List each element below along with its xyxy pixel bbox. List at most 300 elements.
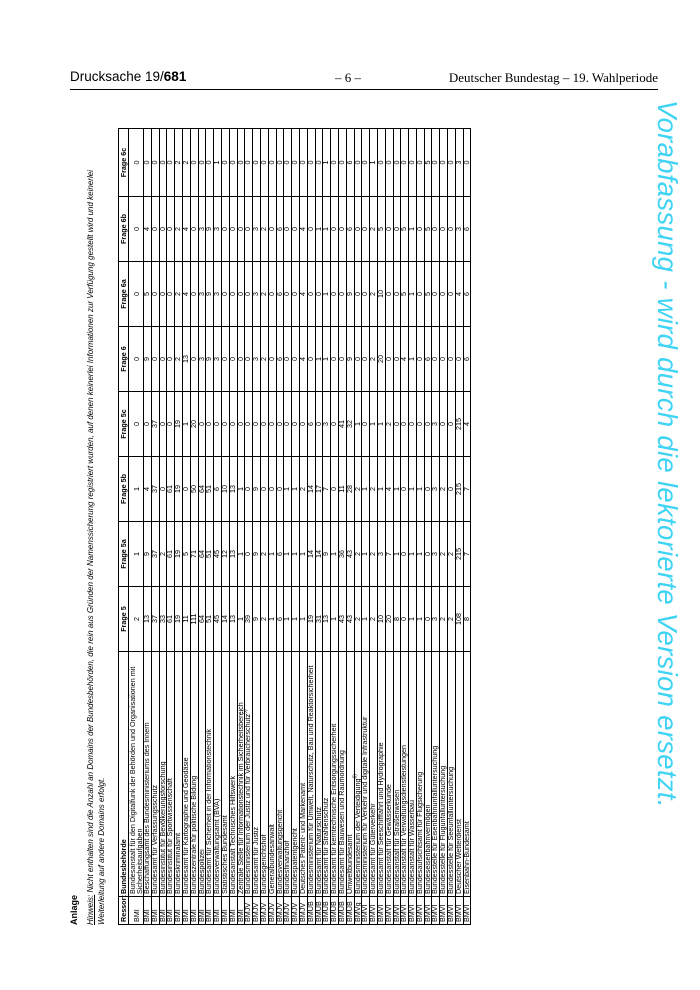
value-cell: 9 [253, 587, 261, 652]
value-cell: 0 [362, 392, 370, 457]
value-cell: 0 [354, 129, 362, 197]
value-cell: 0 [167, 327, 175, 392]
value-cell: 3 [432, 392, 440, 457]
value-cell: 215 [455, 457, 463, 522]
ressort-cell: BMI [175, 897, 183, 925]
value-cell: 0 [190, 129, 198, 197]
value-cell: 0 [354, 262, 362, 327]
ressort-cell: BMVI [440, 897, 448, 925]
value-cell: 19 [307, 587, 315, 652]
table-row [276, 129, 284, 925]
value-cell: 6 [463, 262, 471, 327]
value-cell: 45 [214, 522, 222, 587]
value-cell: 2 [448, 587, 456, 652]
table-row [448, 129, 456, 925]
column-header: Bundesbehörde [119, 652, 129, 897]
value-cell: 0 [182, 457, 190, 522]
behoerde-name: Bundesamt für Sicherheit in der Informationstechnik [204, 729, 214, 894]
value-cell: 0 [167, 197, 175, 262]
value-cell: 1 [284, 587, 292, 652]
column-header: Frage 6 [119, 327, 129, 392]
value-cell: 2 [175, 197, 183, 262]
value-cell: 0 [237, 197, 245, 262]
value-cell: 2 [182, 129, 190, 197]
value-cell: 1 [292, 587, 300, 652]
value-cell: 1 [409, 327, 417, 392]
ressort-cell: BMVI [370, 897, 378, 925]
value-cell: 0 [245, 197, 253, 262]
behoerde-name: Bundesanstalt für Verwaltungsdienstleistungen [399, 744, 409, 894]
value-cell: 9 [346, 262, 354, 327]
behoerde-name: Bundesministerium der Verteidigung [352, 778, 362, 894]
value-cell: 3 [214, 197, 222, 262]
watermark: Vorabfassung - wird durch die lektorierte Version ersetzt. [652, 100, 683, 808]
value-cell: 1 [416, 457, 424, 522]
value-cell: 2 [260, 262, 268, 327]
value-cell: 0 [401, 129, 409, 197]
ressort-cell: BMUB [346, 897, 354, 925]
behoerde-name: Bundesministerium für Umwelt, Naturschutz, Bau und Reaktorsicherheit [305, 665, 315, 894]
value-cell: 0 [268, 327, 276, 392]
value-cell: 2 [370, 457, 378, 522]
value-cell: 0 [401, 457, 409, 522]
value-cell: 0 [221, 197, 229, 262]
value-cell: 13 [144, 587, 152, 652]
value-cell: 0 [424, 392, 432, 457]
value-cell: 1 [268, 522, 276, 587]
ressort-cell: BMVI [385, 897, 393, 925]
value-cell: 0 [448, 129, 456, 197]
value-cell: 0 [440, 327, 448, 392]
value-cell: 0 [362, 197, 370, 262]
ressort-cell: BMVI [401, 897, 409, 925]
value-cell: 13 [229, 457, 237, 522]
value-cell: 3 [377, 522, 385, 587]
value-cell: 1 [331, 587, 339, 652]
value-cell: 2 [175, 327, 183, 392]
value-cell: 4 [144, 197, 152, 262]
ressort-cell: BMVg [354, 897, 362, 925]
value-cell: 1 [377, 457, 385, 522]
value-cell: 0 [463, 129, 471, 197]
value-cell: 0 [331, 457, 339, 522]
value-cell: 0 [299, 129, 307, 197]
value-cell: 5 [377, 197, 385, 262]
value-cell: 1 [129, 457, 144, 522]
value-cell: 0 [432, 327, 440, 392]
behoerde-name: Bundesinstitut für Sportwissenschaft [165, 778, 175, 894]
ressort-cell: BMJV [245, 897, 253, 925]
value-cell: 45 [214, 587, 222, 652]
behoerde-name: Deutsches Patent- und Markenamt [297, 782, 307, 894]
value-cell: 0 [144, 129, 152, 197]
value-cell: 61 [167, 587, 175, 652]
value-cell: 19 [175, 392, 183, 457]
value-cell: 3 [214, 262, 222, 327]
value-cell: 0 [221, 327, 229, 392]
behoerde-name: Generalbundesanwalt [266, 824, 276, 894]
hinweis-label: Hinweis: [86, 894, 95, 925]
value-cell: 0 [237, 327, 245, 392]
value-cell: 0 [245, 327, 253, 392]
behoerde-name: Bundeszentrale für politische Bildung [188, 775, 198, 894]
ressort-cell: BMI [237, 897, 245, 925]
value-cell: 13 [323, 587, 331, 652]
value-cell: 37 [151, 457, 159, 522]
value-cell: 51 [206, 522, 214, 587]
value-cell: 0 [245, 522, 253, 587]
value-cell: 2 [370, 262, 378, 327]
ressort-cell: BMVI [424, 897, 432, 925]
value-cell: 1 [323, 262, 331, 327]
value-cell: 0 [393, 392, 401, 457]
ressort-cell: BMVI [393, 897, 401, 925]
drucksache-number: 681 [163, 69, 187, 84]
value-cell: 5 [401, 262, 409, 327]
behoerde-name: Bundesamt für Bauwesen und Raumordnung [336, 750, 346, 894]
value-cell: 0 [401, 392, 409, 457]
value-cell: 1 [323, 129, 331, 197]
ressort-cell: BMI [129, 897, 144, 925]
behoerde-name: Bundespatentgericht [290, 828, 300, 894]
value-cell: 32 [346, 392, 354, 457]
value-cell: 0 [214, 392, 222, 457]
value-cell: 3 [432, 457, 440, 522]
value-cell: 0 [229, 262, 237, 327]
value-cell: 5 [401, 197, 409, 262]
rotated-content [68, 125, 471, 925]
column-header: Frage 5a [119, 522, 129, 587]
value-cell: 0 [424, 587, 432, 652]
value-cell: 0 [229, 392, 237, 457]
value-cell: 0 [167, 392, 175, 457]
value-cell: 0 [440, 197, 448, 262]
value-cell: 1 [323, 327, 331, 392]
value-cell: 0 [276, 457, 284, 522]
value-cell: 61 [167, 457, 175, 522]
value-cell: 0 [245, 129, 253, 197]
value-cell: 1 [409, 457, 417, 522]
value-cell: 1 [299, 522, 307, 587]
hinweis-text: Nicht enthalten sind die Anzahl an Domains der Bundesbehörden, die rein aus Gründen der Namenssicherung registriert wurden, auf denen keinerlei Informationen zur Verfügung gestellt wird und keinerlei Weiterleitung auf andere Domains erfolgt. [86, 170, 106, 925]
ressort-cell: BMJV [276, 897, 284, 925]
value-cell: 0 [385, 129, 393, 197]
value-cell: 2 [370, 587, 378, 652]
table-body [129, 129, 471, 925]
value-cell: 215 [455, 522, 463, 587]
value-cell: 1 [377, 392, 385, 457]
value-cell: 1 [409, 587, 417, 652]
footnote-marker: 6) [352, 774, 359, 779]
value-cell: 5 [144, 262, 152, 327]
value-cell: 0 [448, 327, 456, 392]
value-cell: 0 [167, 129, 175, 197]
value-cell: 6 [463, 327, 471, 392]
value-cell: 0 [331, 129, 339, 197]
value-cell: 0 [455, 327, 463, 392]
drucksache-label: Drucksache 19/ [70, 69, 164, 84]
value-cell: 7 [463, 522, 471, 587]
value-cell: 6 [214, 457, 222, 522]
value-cell: 0 [448, 197, 456, 262]
value-cell: 2 [260, 522, 268, 587]
value-cell: 1 [362, 587, 370, 652]
ressort-cell: BMI [206, 897, 214, 925]
value-cell: 1 [416, 522, 424, 587]
value-cell: 3 [432, 522, 440, 587]
column-header: Frage 5 [119, 587, 129, 652]
value-cell: 6 [276, 197, 284, 262]
value-cell: 11 [182, 587, 190, 652]
ressort-cell: BMJV [299, 897, 307, 925]
value-cell: 5 [182, 522, 190, 587]
value-cell: 1 [214, 129, 222, 197]
value-cell: 0 [129, 262, 144, 327]
value-cell: 0 [159, 327, 167, 392]
value-cell: 0 [393, 262, 401, 327]
value-cell: 41 [338, 392, 346, 457]
table-header-row [119, 129, 129, 925]
value-cell: 0 [448, 262, 456, 327]
value-cell: 4 [401, 327, 409, 392]
behoerde-name: Bundesamt für Verfassungsschutz [149, 784, 159, 894]
value-cell: 3 [455, 197, 463, 262]
value-cell: 7 [323, 457, 331, 522]
value-cell: 0 [129, 129, 144, 197]
value-cell: 0 [276, 392, 284, 457]
behoerde-name: Bundesministerium für Verkehr und digitale Infrastruktur [360, 716, 370, 894]
value-cell: 0 [416, 262, 424, 327]
value-cell: 0 [276, 129, 284, 197]
value-cell: 0 [237, 392, 245, 457]
value-cell: 37 [151, 522, 159, 587]
value-cell: 0 [385, 262, 393, 327]
value-cell: 1 [292, 457, 300, 522]
value-cell: 0 [221, 262, 229, 327]
value-cell: 1 [393, 522, 401, 587]
ressort-cell: BMI [182, 897, 190, 925]
value-cell: 64 [198, 457, 206, 522]
value-cell: 10 [221, 457, 229, 522]
value-cell: 0 [159, 129, 167, 197]
value-cell: 0 [354, 327, 362, 392]
column-header: Frage 5b [119, 457, 129, 522]
value-cell: 0 [253, 392, 261, 457]
ressort-cell: BMI [167, 897, 175, 925]
value-cell: 9 [253, 522, 261, 587]
column-header: Ressort [119, 897, 129, 925]
value-cell: 12 [221, 522, 229, 587]
value-cell: 51 [206, 457, 214, 522]
value-cell: 43 [346, 522, 354, 587]
value-cell: 1 [416, 587, 424, 652]
column-header: Frage 6a [119, 262, 129, 327]
value-cell: 2 [440, 522, 448, 587]
value-cell: 0 [307, 262, 315, 327]
ressort-cell: BMVI [463, 897, 471, 925]
authority-table [118, 128, 471, 925]
value-cell: 111 [190, 587, 198, 652]
table-row [338, 129, 346, 925]
value-cell: 0 [331, 392, 339, 457]
value-cell: 0 [393, 327, 401, 392]
value-cell: 9 [323, 522, 331, 587]
value-cell: 6 [346, 197, 354, 262]
value-cell: 0 [393, 197, 401, 262]
value-cell: 0 [362, 262, 370, 327]
value-cell: 3 [198, 262, 206, 327]
behoerde-name: Statistisches Bundesamt [219, 815, 229, 894]
value-cell: 1 [129, 522, 144, 587]
ressort-cell: BMI [221, 897, 229, 925]
value-cell: 61 [167, 522, 175, 587]
value-cell: 0 [129, 197, 144, 262]
value-cell: 0 [338, 197, 346, 262]
value-cell: 0 [362, 327, 370, 392]
value-cell: 2 [299, 457, 307, 522]
value-cell: 0 [268, 262, 276, 327]
value-cell: 0 [448, 457, 456, 522]
value-cell: 0 [362, 129, 370, 197]
value-cell: 0 [190, 262, 198, 327]
value-cell: 0 [237, 129, 245, 197]
value-cell: 0 [260, 129, 268, 197]
value-cell: 0 [245, 457, 253, 522]
table-row [284, 129, 292, 925]
value-cell: 4 [182, 262, 190, 327]
behoerde-name: Bundesanstalt für den Digitalfunk der Behörden und Organisationen mit Sicherheitsaufgaben [128, 666, 144, 894]
page-header [70, 69, 658, 90]
value-cell: 8 [393, 587, 401, 652]
value-cell: 20 [385, 587, 393, 652]
value-cell: 13 [182, 327, 190, 392]
value-cell: 0 [151, 197, 159, 262]
value-cell: 0 [151, 129, 159, 197]
value-cell: 4 [299, 262, 307, 327]
value-cell: 17 [315, 457, 323, 522]
value-cell: 1 [292, 522, 300, 587]
behoerde-name: Bundesministerium der Justiz und für Verbraucherschutz [243, 713, 253, 894]
column-header: Frage 5c [119, 392, 129, 457]
value-cell: 3 [253, 197, 261, 262]
value-cell: 0 [190, 197, 198, 262]
value-cell: 2 [260, 327, 268, 392]
value-cell: 2 [159, 522, 167, 587]
value-cell: 1 [362, 457, 370, 522]
value-cell: 14 [307, 522, 315, 587]
value-cell: 3 [214, 327, 222, 392]
value-cell: 0 [307, 197, 315, 262]
value-cell: 0 [245, 392, 253, 457]
value-cell: 9 [206, 327, 214, 392]
value-cell: 0 [151, 327, 159, 392]
value-cell: 1 [370, 392, 378, 457]
value-cell: 9 [206, 197, 214, 262]
value-cell: 31 [315, 587, 323, 652]
value-cell: 0 [268, 197, 276, 262]
behoerde-name: Bundesamt für Naturschutz [313, 806, 323, 894]
value-cell: 0 [307, 129, 315, 197]
ressort-cell: BMJV [253, 897, 261, 925]
ressort-cell: BMVI [432, 897, 440, 925]
value-cell: 2 [354, 457, 362, 522]
value-cell: 0 [151, 262, 159, 327]
value-cell: 0 [354, 197, 362, 262]
value-cell: 0 [338, 262, 346, 327]
behoerde-name: Bundesinstitut für Bevölkerungsforschung [157, 761, 167, 894]
value-cell: 1 [237, 587, 245, 652]
behoerde-name: Bundesanstalt für Wasserbau [407, 799, 417, 894]
anlage-heading: Anlage [69, 894, 79, 925]
value-cell: 0 [129, 392, 144, 457]
ressort-cell: BMVI [377, 897, 385, 925]
table-row [167, 129, 175, 925]
behoerde-name: Bundesaufsichtsamt für Flugsicherung [414, 771, 424, 894]
page-number: – 6 – [335, 70, 361, 85]
value-cell: 19 [175, 457, 183, 522]
value-cell: 0 [284, 197, 292, 262]
value-cell: 0 [260, 392, 268, 457]
value-cell: 0 [338, 129, 346, 197]
table-row [245, 129, 253, 925]
value-cell: 6 [276, 587, 284, 652]
value-cell: 0 [331, 262, 339, 327]
table-row [455, 129, 463, 925]
value-cell: 4 [463, 392, 471, 457]
value-cell: 6 [307, 392, 315, 457]
value-cell: 5 [424, 129, 432, 197]
value-cell: 13 [229, 587, 237, 652]
value-cell: 1 [237, 522, 245, 587]
behoerde-name: Beschaffungsamt des Bundesministeriums des Innern [142, 722, 151, 894]
value-cell: 20 [377, 327, 385, 392]
value-cell: 0 [338, 327, 346, 392]
value-cell: 0 [377, 129, 385, 197]
column-header: Frage 6b [119, 197, 129, 262]
value-cell: 4 [455, 262, 463, 327]
ressort-cell: BMI [229, 897, 237, 925]
value-cell: 0 [198, 392, 206, 457]
value-cell: 0 [159, 262, 167, 327]
value-cell: 37 [151, 392, 159, 457]
table-row [260, 129, 268, 925]
table-row [190, 129, 198, 925]
value-cell: 0 [432, 262, 440, 327]
value-cell: 2 [175, 129, 183, 197]
value-cell: 0 [129, 327, 144, 392]
behoerde-cell [463, 652, 471, 897]
value-cell: 71 [190, 522, 198, 587]
value-cell: 0 [221, 129, 229, 197]
value-cell: 14 [315, 522, 323, 587]
value-cell: 11 [338, 457, 346, 522]
value-cell: 9 [144, 327, 152, 392]
value-cell: 10 [377, 587, 385, 652]
value-cell: 5 [424, 262, 432, 327]
value-cell: 1 [370, 129, 378, 197]
ressort-cell: BMJV [260, 897, 268, 925]
value-cell: 3 [253, 327, 261, 392]
value-cell: 0 [159, 197, 167, 262]
ressort-cell: BMUB [307, 897, 315, 925]
value-cell: 2 [370, 522, 378, 587]
value-cell: 4 [299, 327, 307, 392]
value-cell: 1 [331, 522, 339, 587]
value-cell: 1 [409, 197, 417, 262]
value-cell: 14 [307, 457, 315, 522]
value-cell: 0 [268, 457, 276, 522]
value-cell: 9 [346, 327, 354, 392]
